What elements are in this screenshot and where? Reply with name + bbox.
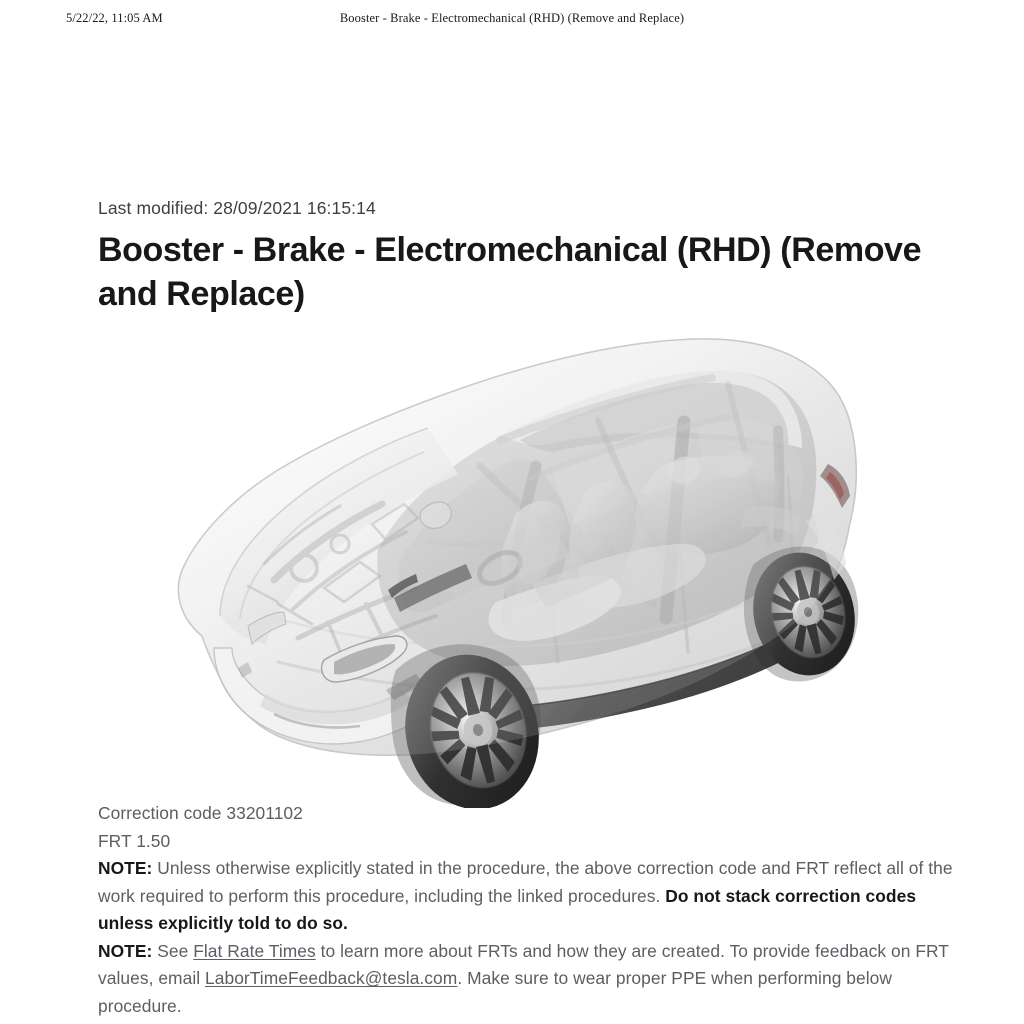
note-text-2b: to learn more about FRTs and how they are created. To provide feedback on FRT values, email [98, 940, 949, 988]
note-paragraph-1 [98, 855, 954, 938]
frt-line: FRT 1.50 [98, 830, 171, 851]
note-paragraph-2 [98, 938, 954, 1021]
page-title: Booster - Brake - Electromechanical (RHD) (Remove and Replace) [98, 231, 922, 313]
note-label-2: NOTE: [98, 940, 153, 961]
note-text-1-bold: Do not stack correction codes unless explicitly told to do so. [98, 885, 917, 933]
note-text-2a: See [152, 940, 194, 961]
last-modified-timestamp: Last modified: 28/09/2021 16:15:14 [98, 198, 376, 218]
vehicle-ghost-wash [178, 339, 856, 755]
correction-code-line: Correction code 33201102 [98, 803, 303, 823]
flat-rate-times-link[interactable]: Flat Rate Times [193, 940, 316, 961]
procedure-meta-and-notes [98, 800, 954, 1020]
note-label-1: NOTE: [98, 858, 153, 878]
document-heading-block [98, 196, 948, 316]
vehicle-xray-illustration-icon [128, 318, 928, 808]
print-header-title: Booster - Brake - Electromechanical (RHD) (Remove and Replace) [339, 11, 685, 25]
print-header [0, 11, 1024, 31]
vehicle-xray-figure [128, 318, 928, 808]
note-text-1a: Unless otherwise explicitly stated in the procedure, the above correction code and FRT reflect all of the work required to perform this procedure, including the linked procedures. [98, 858, 953, 906]
print-header-datetime: 5/22/22, 11:05 AM [66, 11, 163, 25]
note-text-2c: . Make sure to wear proper PPE when performing below procedure. [98, 968, 892, 1016]
labor-time-feedback-email-link[interactable]: LaborTimeFeedback@tesla.com [205, 968, 458, 988]
